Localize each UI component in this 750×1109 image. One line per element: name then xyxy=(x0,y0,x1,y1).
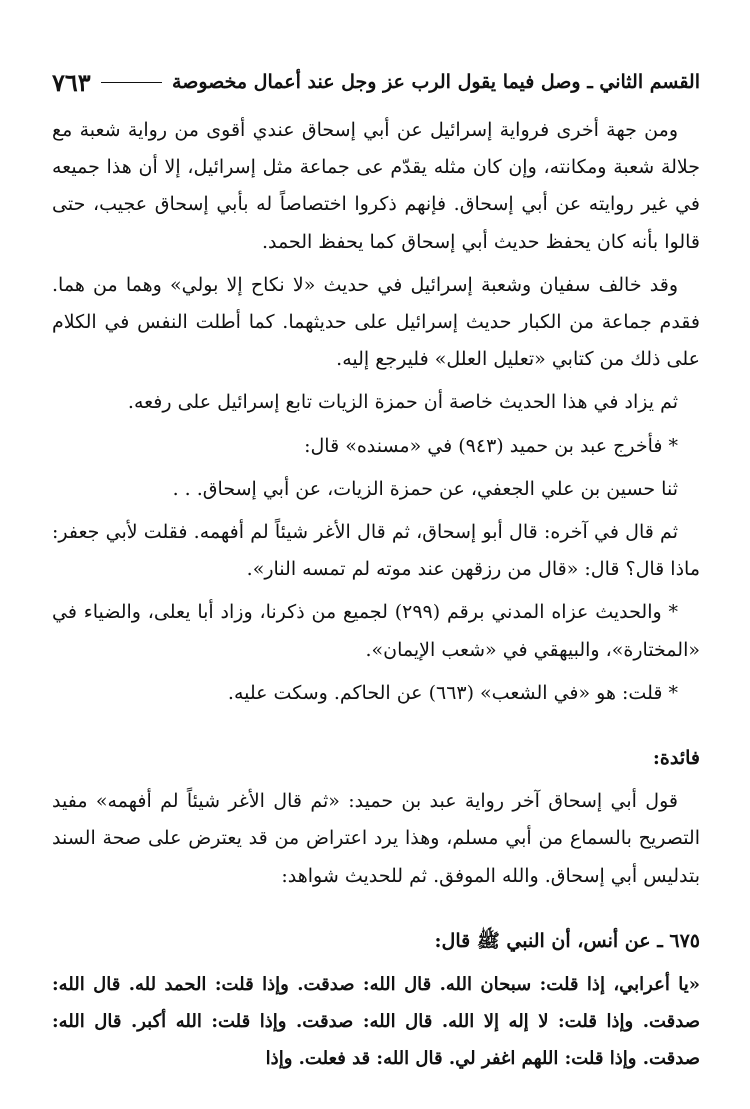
page-number: ٧٦٣ xyxy=(52,67,91,97)
running-header xyxy=(52,62,700,102)
paragraph: ثم قال في آخره: قال أبو إسحاق، ثم قال الأغر شيئاً لم أفهمه. فقلت لأبي جعفر: ماذا قال؟ قال: «قال من رزقهن عند موته لم تمسه النار». xyxy=(52,521,700,581)
hadith-heading: ٦٧٥ ـ عن أنس، أن النبي ﷺ قال: xyxy=(434,929,700,952)
paragraph: ثم يزاد في هذا الحديث خاصة أن حمزة الزيات تابع إسرائيل على رفعه. xyxy=(127,391,678,414)
hadith-text: «يا أعرابي، إذا قلت: سبحان الله. قال الله: صدقت. وإذا قلت: الحمد لله. قال الله: صدقت. وإذا قلت: لا إله إلا الله. قال الله: صدقت. وإذا قلت: الله أكبر. قال الله: صدقت. وإذا قلت: اللهم اغفر لي. قال الله: قد فعلت. وإذا xyxy=(52,974,700,1070)
header-rule xyxy=(101,82,162,83)
header-title: القسم الثاني ـ وصل فيما يقول الرب عز وجل عند أعمال مخصوصة xyxy=(172,71,700,93)
page-body xyxy=(52,112,700,1084)
faida-text: قول أبي إسحاق آخر رواية عبد بن حميد: «ثم قال الأغر شيئاً لم أفهمه» مفيد التصريح بالسماع من أبي مسلم، وهذا يرد اعتراض من قد يعترض على صحة السند بتدليس أبي إسحاق. والله الموفق. ثم للحديث شواهد: xyxy=(52,790,700,887)
paragraph: * فأخرج عبد بن حميد (٩٤٣) في «مسنده» قال: xyxy=(304,434,678,457)
paragraph: ثنا حسين بن علي الجعفي، عن حمزة الزيات، عن أبي إسحاق. . . xyxy=(172,477,678,500)
faida-heading: فائدة: xyxy=(652,747,700,770)
paragraph: * قلت: هو «في الشعب» (٦٦٣) عن الحاكم. وسكت عليه. xyxy=(227,681,678,704)
paragraph: ومن جهة أخرى فرواية إسرائيل عن أبي إسحاق عندي أقوى من رواية شعبة مع جلالة شعبة ومكانته، وإن كان مثله يقدّم عى جماعة مثل إسرائيل، إلا أن هذا جميعه في غير روايته عن أبي إسحاق. فإنهم ذكروا اختصاصاً له بأبي إسحاق عجيب، حتى قالوا بأنه كان يحفظ حديث أبي إسحاق كما يحفظ الحمد. xyxy=(52,119,700,253)
paragraph: * والحديث عزاه المدني برقم (٢٩٩) لجميع من ذكرنا، وزاد أبا يعلى، والضياء في «المختارة»، والبيهقي في «شعب الإيمان». xyxy=(52,601,700,661)
paragraph: وقد خالف سفيان وشعبة إسرائيل في حديث «لا نكاح إلا بولي» وهما من هما. فقدم جماعة من الكبار حديث إسرائيل على حديثهما. كما أطلت النفس في الكلام على ذلك من كتابي «تعليل العلل» فليرجع إليه. xyxy=(52,273,700,371)
